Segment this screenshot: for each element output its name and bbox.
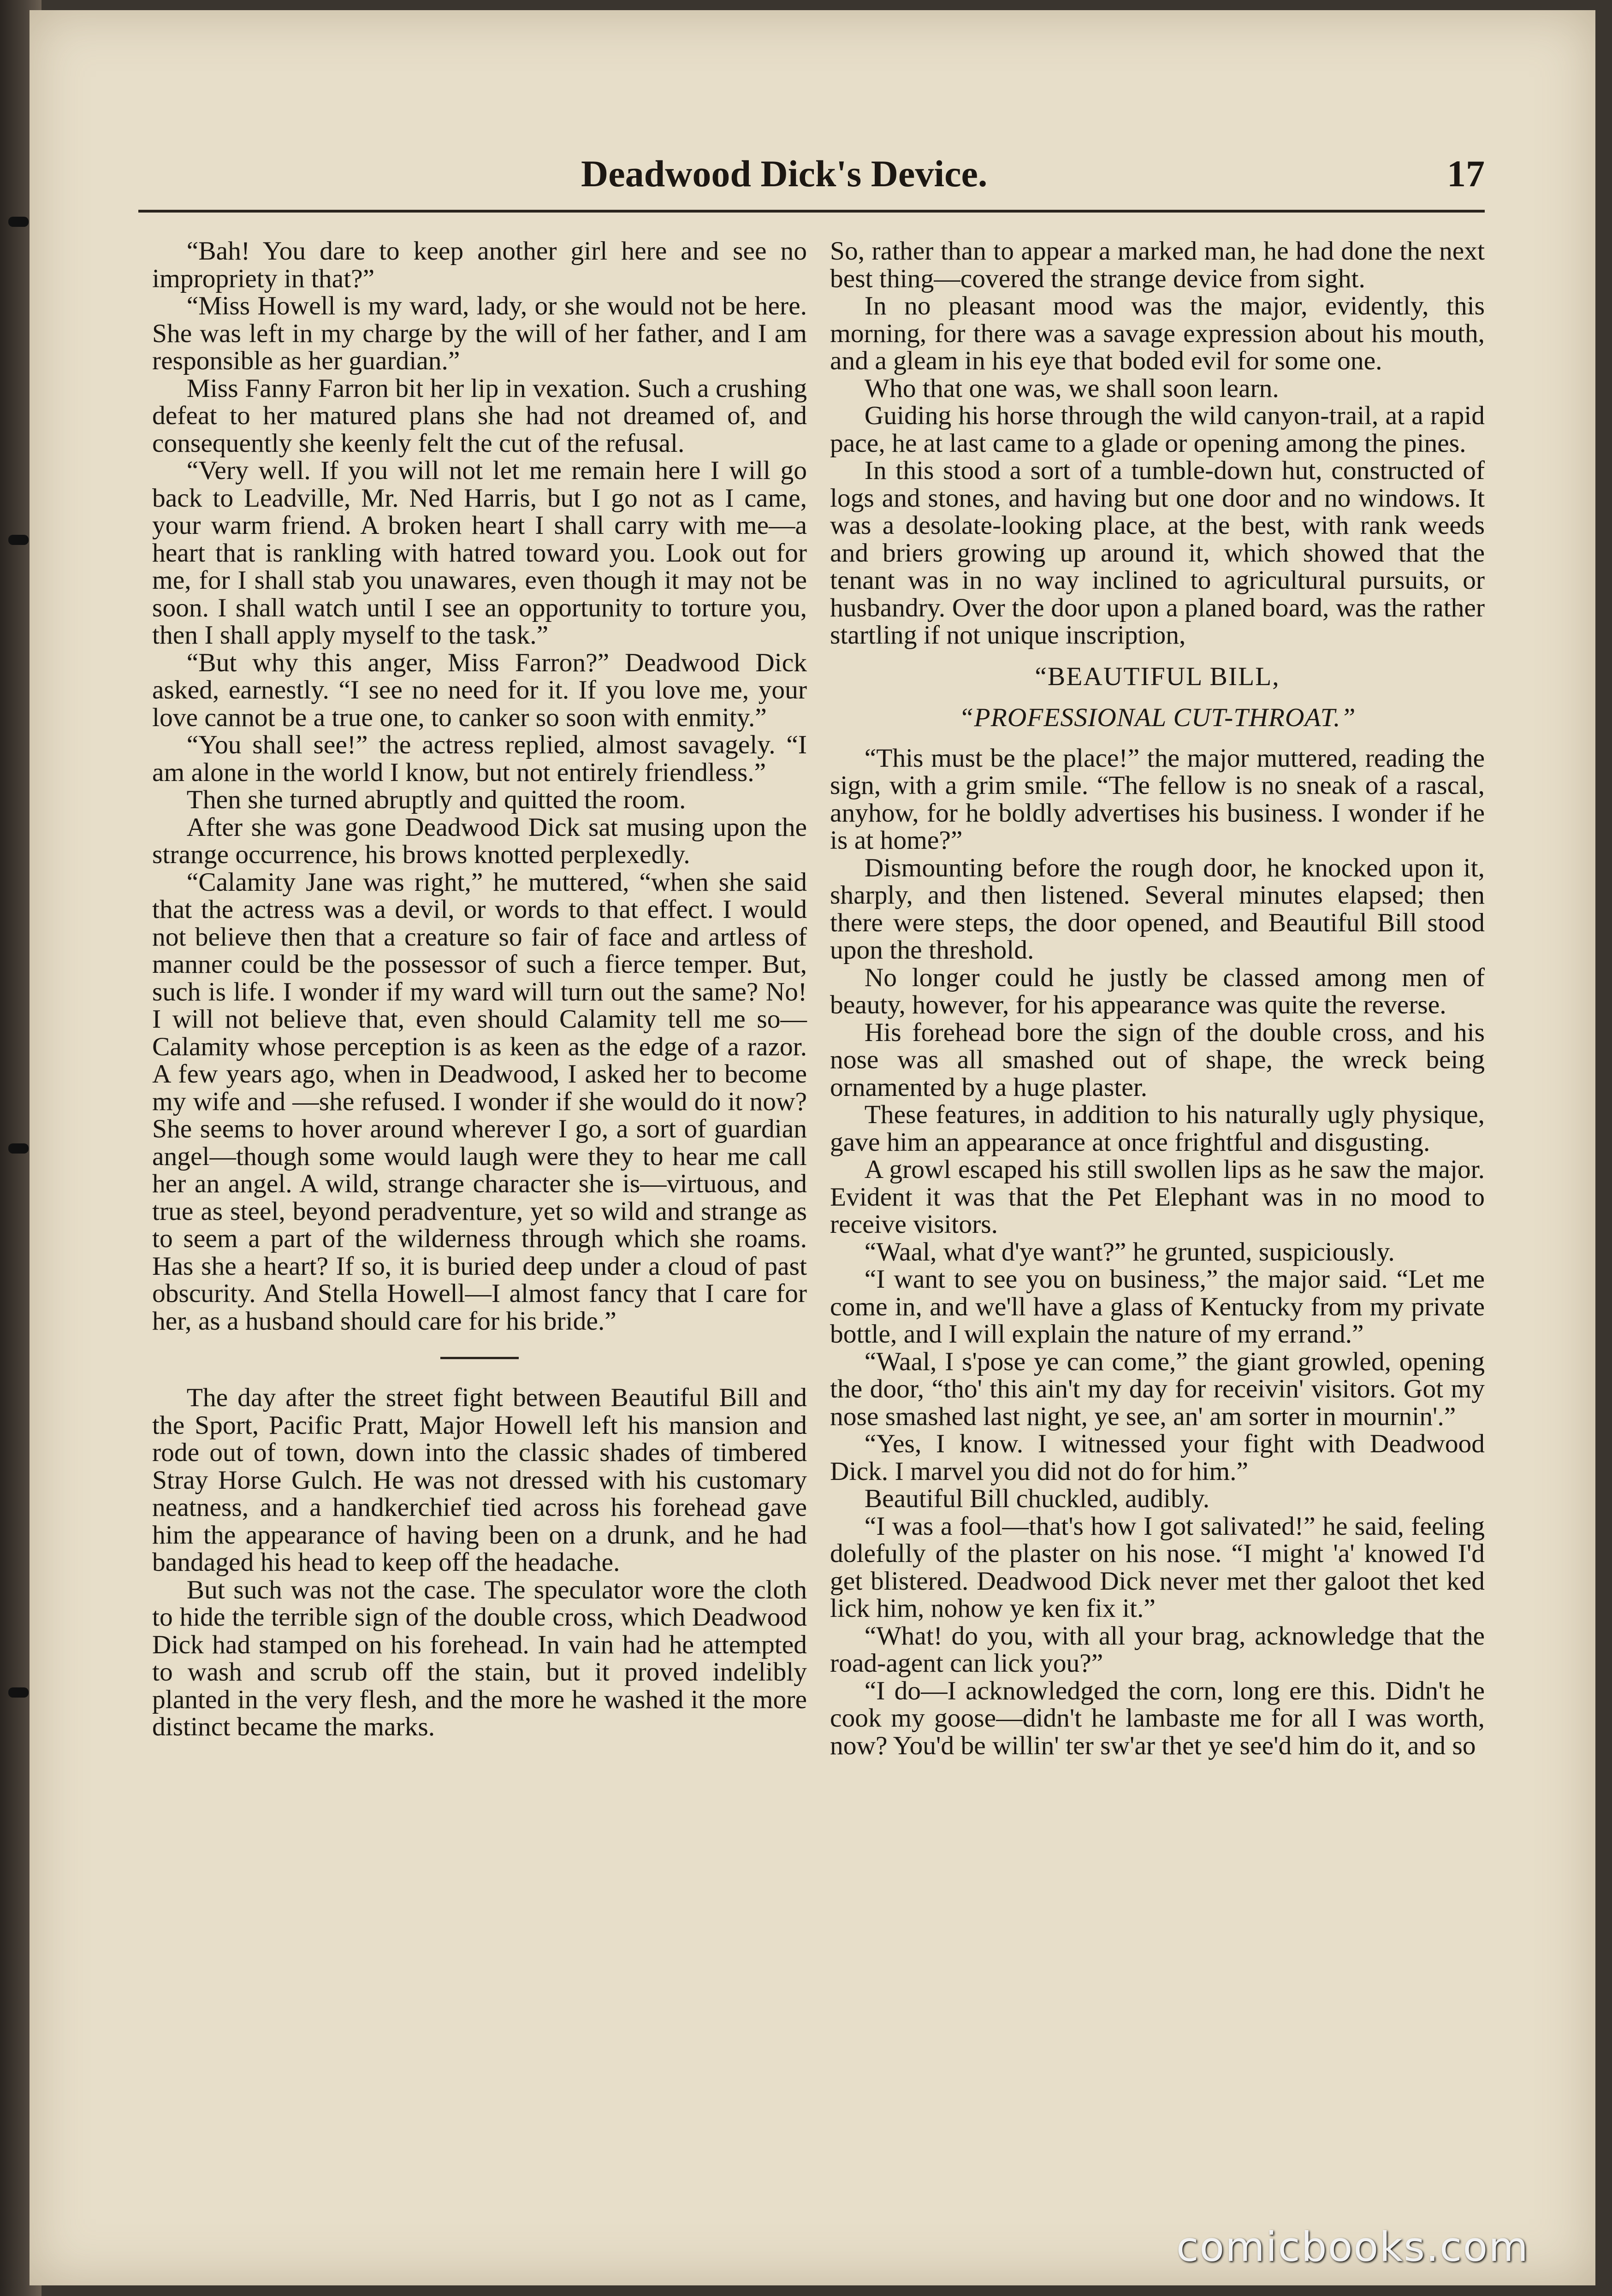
paragraph: The day after the street fight between Beautiful Bill and the Sport, Pacific Pratt, Major Howell left his mansion and rode out of town, down into the classic shades of timbered Stray Horse Gulch. He was not dressed with his customary neatness, and a handkerchief tied across his forehead gave him the appearance of having been on a drunk, and he had bandaged his head to keep off the headache. [152, 1383, 807, 1577]
paragraph: “I was a fool—that's how I got salivated!” he said, feeling dolefully of the plaster on his nose. “I might 'a' knowed I'd get blistered. Deadwood Dick never met ther galoot thet ked lick him, nohow ye ken fix it.” [830, 1511, 1485, 1623]
paragraph: “Miss Howell is my ward, lady, or she would not be here. She was left in my charge by the will of her father, and I am responsible as her guardian.” [152, 291, 807, 375]
left-column [152, 237, 807, 2188]
header-rule [138, 210, 1485, 213]
paragraph: Who that one was, we shall soon learn. [864, 373, 1279, 403]
paragraph: In this stood a sort of a tumble-down hut, constructed of logs and stones, and having but one door and no windows. It was a desolate-looking place, at the best, with rank weeds and briers growing up around it, which showed that the tenant was in no way inclined to agricultural pursuits, or husbandry. Over the door upon a planed board, was the rather startling if not unique inscription, [830, 456, 1485, 650]
binding-stitch [8, 535, 29, 545]
paragraph: No longer could he justly be classed among men of beauty, however, for his appearance was quite the reverse. [830, 963, 1485, 1019]
paragraph: “I do—I acknowledged the corn, long ere this. Didn't he cook my goose—didn't he lambaste me for all I was worth, now? You'd be willin' ter sw'ar thet ye see'd him do it, and so [830, 1676, 1485, 1760]
paragraph: “But why this anger, Miss Farron?” Deadwood Dick asked, earnestly. “I see no need for it. If you love me, your love cannot be a true one, to canker so soon with enmity.” [152, 648, 807, 732]
paragraph: These features, in addition to his naturally ugly physique, gave him an appearance at once frightful and disgusting. [830, 1100, 1485, 1157]
paragraph: Miss Fanny Farron bit her lip in vexation. Such a crushing defeat to her matured plans she had not dreamed of, and consequently she keenly felt the cut of the refusal. [152, 373, 807, 458]
binding-stitch [8, 1687, 29, 1698]
paragraph: So, rather than to appear a marked man, he had done the next best thing—covered the strange device from sight. [830, 237, 1485, 293]
sign-inscription-line-2: “PROFESSIONAL CUT-THROAT.” [959, 703, 1356, 732]
running-title: Deadwood Dick's Device. [581, 153, 988, 195]
paragraph: His forehead bore the sign of the double cross, and his nose was all smashed out of shape, the wreck being ornamented by a huge plaster. [830, 1018, 1485, 1102]
page-number: 17 [1447, 153, 1485, 195]
paragraph: After she was gone Deadwood Dick sat musing upon the strange occurrence, his brows knotted perplexedly. [152, 812, 807, 869]
section-divider [440, 1357, 519, 1359]
paragraph: Beautiful Bill chuckled, audibly. [864, 1484, 1210, 1513]
page-header [138, 152, 1485, 207]
paragraph: “Calamity Jane was right,” he muttered, “when she said that the actress was a devil, or words to that effect. I would not believe then that a creature so fair of face and artless of manner could be the possessor of such a fierce temper. But, such is life. I wonder if my ward will turn out the same? No! I will not believe that, even should Calamity tell me so—Calamity whose perception is as keen as the edge of a razor. A few years ago, when in Deadwood, I asked her to become my wife and —she refused. I wonder if she would do it now? She seems to hover around wherever I go, a sort of guardian angel—though some would laugh were they to hear me call her an angel. A wild, strange character she is—virtuous, and true as steel, beyond peradventure, yet so wild and strange as to seem a part of the wilderness through which she roams. Has she a heart? If so, it is buried deep under a cloud of past obscurity. And Stella Howell—I almost fancy that I care for her, as a husband should care for his bride.” [152, 867, 807, 1336]
site-watermark: comicbooks.com [1176, 2223, 1529, 2271]
paragraph: In no pleasant mood was the major, evidently, this morning, for there was a savage expression about his mouth, and a gleam in his eye that boded evil for some one. [830, 291, 1485, 375]
paragraph: “This must be the place!” the major muttered, reading the sign, with a grim smile. “The fellow is no sneak of a rascal, anyhow, for he boldly advertises his business. I wonder if he is at home?” [830, 743, 1485, 855]
paragraph: Then she turned abruptly and quitted the room. [186, 785, 686, 814]
sign-inscription-line-1: “BEAUTIFUL BILL, [1035, 662, 1280, 691]
binding-stitch [8, 217, 29, 227]
right-column [830, 237, 1485, 2188]
paragraph: A growl escaped his still swollen lips as he saw the major. Evident it was that the Pet Elephant was in no mood to receive visitors. [830, 1155, 1485, 1239]
paragraph: “Yes, I know. I witnessed your fight with Deadwood Dick. I marvel you did not do for him.” [830, 1429, 1485, 1486]
paragraph: “You shall see!” the actress replied, almost savagely. “I am alone in the world I know, but not entirely friendless.” [152, 730, 807, 787]
paragraph: “I want to see you on business,” the major said. “Let me come in, and we'll have a glass of Kentucky from my private bottle, and I will explain the nature of my errand.” [830, 1265, 1485, 1349]
paragraph: But such was not the case. The speculator wore the cloth to hide the terrible sign of the double cross, which Deadwood Dick had stamped on his forehead. In vain had he attempted to wash and scrub off the stain, but it proved indelibly planted in the very flesh, and the more he washed it the more distinct became the marks. [152, 1575, 807, 1741]
paragraph: Dismounting before the rough door, he knocked upon it, sharply, and then listened. Several minutes elapsed; then there were steps, the door opened, and Beautiful Bill stood upon the threshold. [830, 853, 1485, 965]
paragraph: “What! do you, with all your brag, acknowledge that the road-agent can lick you?” [830, 1621, 1485, 1678]
paragraph: “Waal, I s'pose ye can come,” the giant growled, opening the door, “tho' this ain't my day for receivin' visitors. Got my nose smashed last night, ye see, an' am sorter in mournin'.” [830, 1347, 1485, 1431]
paragraph: Guiding his horse through the wild canyon-trail, at a rapid pace, he at last came to a glade or opening among the pines. [830, 401, 1485, 458]
paragraph: “Bah! You dare to keep another girl here and see no impropriety in that?” [152, 237, 807, 293]
binding-stitch [8, 1143, 29, 1154]
paragraph: “Very well. If you will not let me remain here I will go back to Leadville, Mr. Ned Harris, but I go not as I came, your warm friend. A broken heart I shall carry with me—a heart that is rankling with hatred toward you. Look out for me, for I shall stab you unawares, even though it may not be soon. I shall watch until I see an opportunity to torture you, then I shall apply myself to the task.” [152, 456, 807, 650]
paragraph: “Waal, what d'ye want?” he grunted, suspiciously. [864, 1237, 1395, 1266]
